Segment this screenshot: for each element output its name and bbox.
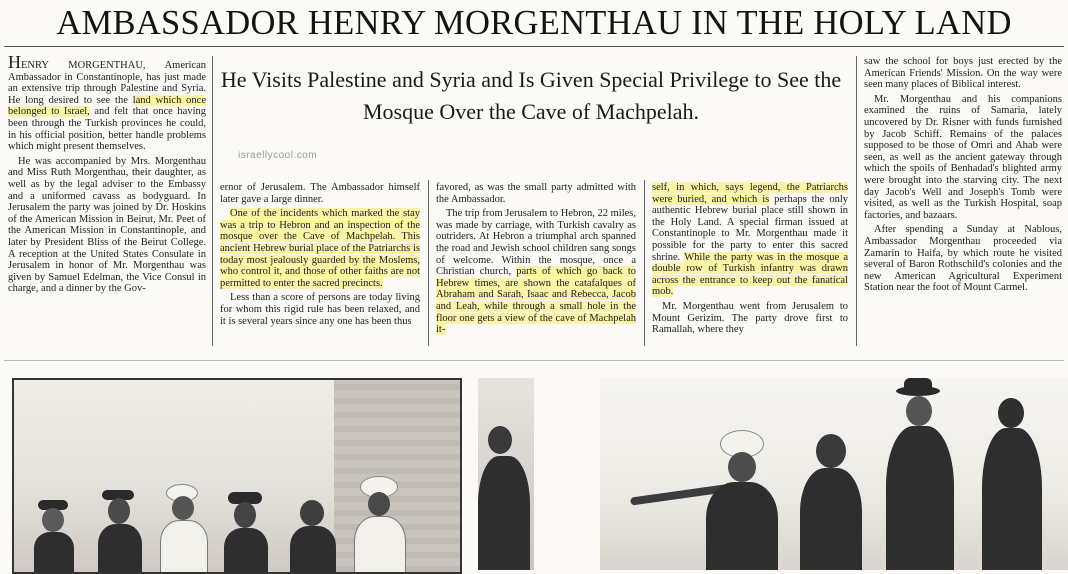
column-divider [428,180,429,346]
col4-p1-rest: perhaps the only authentic Hebrew burial place still shown in the Holy Land. A special firman issued at Constantinople to Mr. Morgenthau made it possible for the party to enter this sacred shrine. [652,193,848,263]
article-column-5 [864,56,1062,294]
col3-p2-text: The trip from Jerusalem to Hebron, 22 miles, was made by carriage, with Turkish cavalry as outriders. At Hebron a triumphal arch spanned the road and Jewish school children sang songs of welcome. Within the mosque, once a Christian church, [436,208,636,278]
headline: AMBASSADOR HENRY MORGENTHAU IN THE HOLY LAND [56,4,1012,42]
section-rule [4,360,1064,361]
col2-p1: ernor of Jerusalem. The Ambassador himself later gave a large dinner. [220,182,420,205]
watermark: israellycool.com [238,150,318,161]
col1-p2: He was accompanied by Mrs. Morgenthau and Miss Ruth Morgenthau, their daughter, as well as by the legal adviser to the Embassy and a uniformed cavass as bodyguard. In Jerusalem the party was joined by Dr. Hoskins of the American Mission in Beirut, Mr. Peet of the American Mission in Constantinople, and later by President Bliss of the Beirut College. A reception at the United States Consulate in Jerusalem in honor of Mr. Morgenthau was given by Samuel Edelman, the Vice Consul in charge, and a dinner by the Gov- [8,155,206,295]
column-divider [644,180,645,346]
article-column-4 [652,182,848,336]
headline-rule [4,46,1064,47]
article-column-3 [436,182,636,336]
group-photo-middle [478,378,534,570]
col3-p1: favored, as was the small party admitted with the Ambassador. [436,182,636,205]
col1-p1-end: and felt that once having been through the Turkish provinces he could, in his official position, better handle problems which might present themselves. [8,106,207,153]
col1-p1-highlight: land which once belonged to Israel, [8,94,206,118]
group-photo-left [12,378,462,574]
article-column-2 [220,182,420,327]
col2-p3: Less than a score of persons are today living for whom this rigid rule has been relaxed, and it is several years since any one has been thus [220,292,420,327]
col4-p1-highlight-2: While the party was in the mosque a double row of Turkish infantry was drawn across the entrance to keep out the fanatical mob. [652,251,848,298]
col3-p2-highlight: parts of which go back to Hebrew times, are shown the catafalques of Abraham and Sarah, Isaac and Rebecca, Jacob and Leah, while through a small hole in the floor one gets a view of the cave of Machpelah it- [436,266,636,336]
col5-p3: After spending a Sunday at Nablous, Ambassador Morgenthau proceeded via Zamarin to Haifa, by which route he visited several of Baron Rothschild's colonies and the new American Agricultural Experiment Station near the foot of Mount Carmel. [864,224,1062,294]
article-column-1 [8,52,207,295]
col4-p2: Mr. Morgenthau went from Jerusalem to Mount Gerizim. The party drove first to Ramallah, where they [652,300,848,336]
group-photo-right [600,378,1068,570]
subheadline: He Visits Palestine and Syria and Is Given Special Privilege to See the Mosque Over the Cave of Machpelah. [220,67,842,124]
col5-p2: Mr. Morgenthau and his companions examined the ruins of Samaria, lately uncovered by Dr. Risner with funds furnished by Jacob Schiff. Remains of the palaces supposed to be those of Omri and Ahab were seen, as well as the ancient gateway through which the spoils of Benhadad's blighted army were brought into the starving city. The next day Jacob's Well and Joseph's Tomb were visited, as well as the Turkish Hospital, soap factories, and bazaars. [864,93,1062,221]
col4-p1-highlight: self, in which, says legend, the Patriarchs were buried, and which is [652,182,848,205]
col5-p1: saw the school for boys just erected by the American Friends' Mission. On the way were seen many places of Biblical interest. [864,56,1062,91]
col2-p2-highlight: One of the incidents which marked the stay was a trip to Hebron and an inspection of the mosque over the Cave of Machpelah. This ancient Hebrew burial place of the Patriarchs is today most jealously guarded by the Moslems, who control it, and those of other faiths are not permitted to enter the sacred precincts. [220,208,420,289]
column-divider [212,56,213,346]
drop-cap: H [8,52,21,72]
col1-p1-rest: ENRY MORGENTHAU, American Ambassador in Constantinople, has just made an extensive trip through Palestine and Syria. He long desired to see the [8,60,206,106]
column-divider [856,56,857,346]
